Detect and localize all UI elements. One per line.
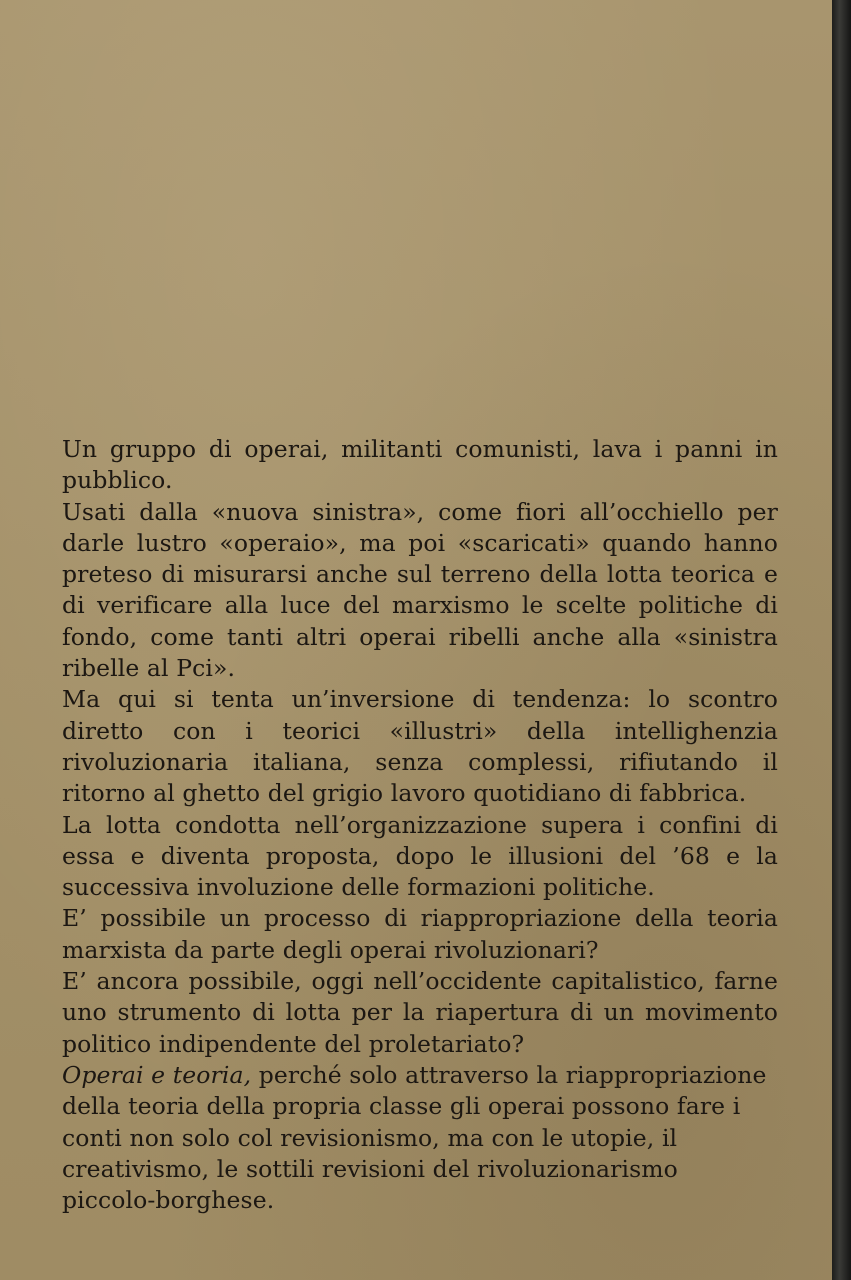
blurb-paragraph-6: E’ ancora possibile, oggi nell’occidente capitalistico, farne uno strumento di lotta per la riapertura di un movimento politico indipendente del proletariato?: [62, 967, 778, 1058]
book-title-italic: Operai e teoria,: [62, 1060, 252, 1089]
blurb-paragraph-4: La lotta condotta nell’organizzazione supera i confini di essa e diventa proposta, dopo le illusioni del ’68 e la successiva involuzione delle formazioni politiche.: [62, 810, 778, 902]
blurb-paragraph-7: [62, 1060, 778, 1216]
blurb-paragraph-7-text: perché solo attraverso la riappropriazione della teoria della propria classe gli operai possono fare i conti non solo col revisionismo, ma con le utopie, il creativismo, le sottili revisioni del rivoluzionarismo piccolo-borghese.: [62, 1060, 767, 1215]
book-spine-edge: [832, 0, 851, 1280]
cover-blurb: [62, 434, 778, 1216]
blurb-paragraph-2: Usati dalla «nuova sinistra», come fiori all’occhiello per darle lustro «operaio», ma poi «scaricati» quando hanno preteso di misurarsi anche sul terreno della lotta teorica e di verificare alla luce del marxismo le scelte politiche di fondo, come tanti altri operai ribelli anche alla «sinistra ribelle al Pci».: [62, 497, 778, 683]
blurb-paragraph-3: Ma qui si tenta un’inversione di tendenza: lo scontro diretto con i teorici «illustri» della intellighenzia rivoluzionaria italiana, senza complessi, rifiutando il ritorno al ghetto del grigio lavoro quotidiano di fabbrica.: [62, 685, 778, 808]
blurb-paragraph-1: Un gruppo di operai, militanti comunisti, lava i panni in pubblico.: [62, 435, 778, 495]
blurb-paragraph-5: E’ possibile un processo di riappropriazione della teoria marxista da parte degli operai rivoluzionari?: [62, 904, 778, 964]
